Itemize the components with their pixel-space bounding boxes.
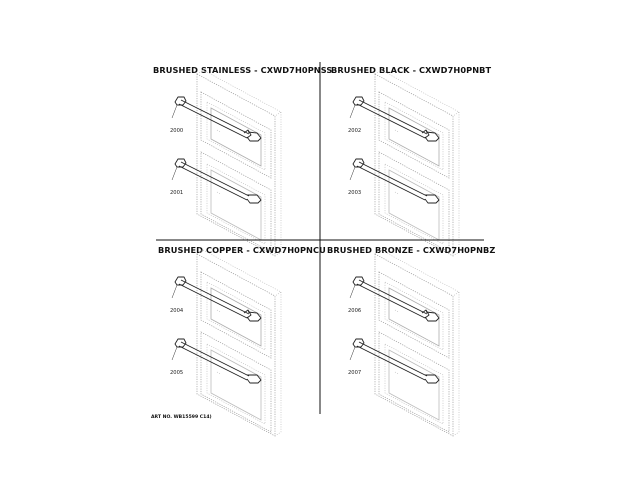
- art-number: ART NO. WB15599 C14): [151, 415, 212, 420]
- part-callout-upper-handle: 2002: [348, 128, 362, 134]
- quadrant-brushed-bronze: [327, 245, 495, 436]
- quadrant-brushed-copper: [158, 245, 326, 436]
- quadrant-title: BRUSHED STAINLESS - CXWD7H0PNSS: [153, 65, 333, 75]
- part-callout-lower-handle: 2005: [170, 370, 184, 376]
- quadrant-title: BRUSHED BRONZE - CXWD7H0PNBZ: [327, 245, 496, 255]
- part-callout-lower-handle: 2003: [348, 190, 362, 196]
- quadrant-brushed-black: [331, 65, 492, 256]
- part-callout-lower-handle: 2007: [348, 370, 362, 376]
- part-callout-upper-handle: 2004: [170, 308, 184, 314]
- quadrant-title: BRUSHED BLACK - CXWD7H0PNBT: [331, 65, 492, 75]
- quadrant-brushed-stainless: [153, 65, 332, 256]
- oven-door-handles-drawing: [350, 70, 459, 256]
- part-callout-lower-handle: 2001: [170, 190, 184, 196]
- quadrant-title: BRUSHED COPPER - CXWD7H0PNCU: [158, 245, 326, 255]
- oven-door-handles-drawing: [172, 250, 281, 436]
- part-callout-upper-handle: 2006: [348, 308, 362, 314]
- oven-door-handles-drawing: [350, 250, 459, 436]
- part-callout-upper-handle: 2000: [170, 128, 184, 134]
- oven-door-handles-drawing: [172, 70, 281, 256]
